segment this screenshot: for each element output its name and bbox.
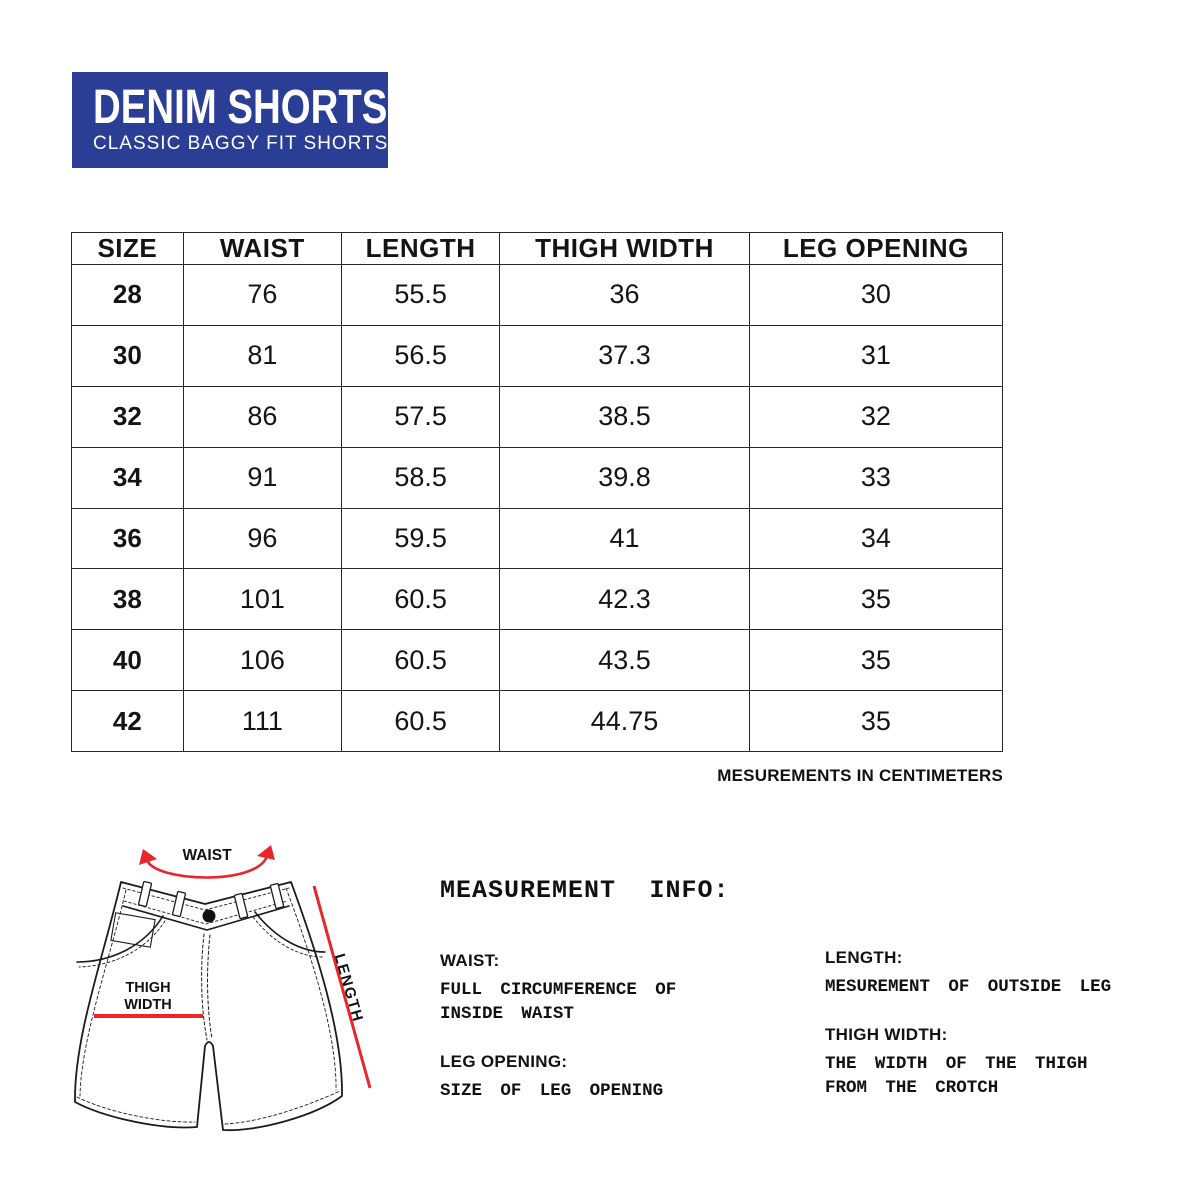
- cell-thigh-width: 36: [500, 265, 750, 326]
- info-term: THIGH WIDTH:: [825, 1025, 948, 1044]
- cell-size: 30: [72, 325, 184, 386]
- info-block-leg-opening: [440, 1052, 810, 1103]
- cell-waist: 96: [183, 508, 341, 569]
- table-row: [72, 265, 1003, 326]
- thigh-width-label-line2: WIDTH: [124, 997, 172, 1013]
- cell-size: 32: [72, 386, 184, 447]
- table-header-row: [72, 233, 1003, 265]
- cell-length: 60.5: [341, 630, 499, 691]
- waist-arrowhead-right: [257, 845, 275, 860]
- info-definition-line: FULL CIRCUMFERENCE OF: [440, 980, 677, 1000]
- cell-thigh-width: 43.5: [500, 630, 750, 691]
- table-row: [72, 630, 1003, 691]
- cell-size: 40: [72, 630, 184, 691]
- col-header-thigh-width: THIGH WIDTH: [500, 233, 750, 265]
- col-header-size: SIZE: [72, 233, 184, 265]
- table-row: [72, 508, 1003, 569]
- info-definition-line: SIZE OF LEG OPENING: [440, 1081, 664, 1101]
- table-row: [72, 569, 1003, 630]
- info-block-thigh-width: [825, 1025, 1195, 1100]
- table-row: [72, 447, 1003, 508]
- cell-leg-opening: 32: [749, 386, 1002, 447]
- cell-waist: 76: [183, 265, 341, 326]
- waist-button: [203, 910, 216, 923]
- cell-thigh-width: 38.5: [500, 386, 750, 447]
- cell-waist: 86: [183, 386, 341, 447]
- cell-waist: 106: [183, 630, 341, 691]
- cell-leg-opening: 34: [749, 508, 1002, 569]
- cell-length: 57.5: [341, 386, 499, 447]
- shorts-measurement-diagram: [57, 840, 402, 1200]
- table-row: [72, 691, 1003, 752]
- cell-length: 60.5: [341, 691, 499, 752]
- cell-waist: 91: [183, 447, 341, 508]
- size-table: [71, 232, 1003, 752]
- info-term: WAIST:: [440, 951, 500, 970]
- table-row: [72, 386, 1003, 447]
- cell-length: 59.5: [341, 508, 499, 569]
- shorts-drawing: [57, 840, 402, 1200]
- cell-thigh-width: 44.75: [500, 691, 750, 752]
- info-definition-line: THE WIDTH OF THE THIGH: [825, 1054, 1088, 1074]
- brand-header: [72, 72, 388, 168]
- cell-length: 58.5: [341, 447, 499, 508]
- cell-thigh-width: 39.8: [500, 447, 750, 508]
- cell-leg-opening: 31: [749, 325, 1002, 386]
- info-term: LENGTH:: [825, 948, 903, 967]
- cell-length: 60.5: [341, 569, 499, 630]
- waist-label: WAIST: [182, 847, 232, 864]
- cell-leg-opening: 35: [749, 691, 1002, 752]
- cell-size: 36: [72, 508, 184, 569]
- info-definition-line: INSIDE WAIST: [440, 1004, 574, 1024]
- length-label: LENGTH: [330, 951, 367, 1025]
- measurement-info-left-column: [440, 951, 810, 1129]
- cell-size: 38: [72, 569, 184, 630]
- cell-size: 34: [72, 447, 184, 508]
- cell-thigh-width: 41: [500, 508, 750, 569]
- col-header-length: LENGTH: [341, 233, 499, 265]
- thigh-width-label-line1: THIGH: [125, 980, 171, 996]
- cell-size: 28: [72, 265, 184, 326]
- cell-leg-opening: 35: [749, 569, 1002, 630]
- cell-waist: 101: [183, 569, 341, 630]
- info-block-length: [825, 948, 1195, 999]
- cell-thigh-width: 37.3: [500, 325, 750, 386]
- brand-subtitle: CLASSIC BAGGY FIT SHORTS: [93, 132, 389, 154]
- cell-length: 56.5: [341, 325, 499, 386]
- cell-thigh-width: 42.3: [500, 569, 750, 630]
- units-note: MESUREMENTS IN CENTIMETERS: [717, 766, 1003, 785]
- col-header-leg-opening: LEG OPENING: [749, 233, 1002, 265]
- cell-length: 55.5: [341, 265, 499, 326]
- col-header-waist: WAIST: [183, 233, 341, 265]
- cell-leg-opening: 30: [749, 265, 1002, 326]
- cell-leg-opening: 35: [749, 630, 1002, 691]
- info-definition-line: MESUREMENT OF OUTSIDE LEG: [825, 977, 1112, 997]
- info-term: LEG OPENING:: [440, 1052, 568, 1071]
- measurement-info-heading: MEASUREMENT INFO:: [440, 876, 730, 905]
- cell-waist: 111: [183, 691, 341, 752]
- measurement-info-right-column: [825, 948, 1195, 1126]
- cell-waist: 81: [183, 325, 341, 386]
- info-definition-line: FROM THE CROTCH: [825, 1078, 999, 1098]
- info-block-waist: [440, 951, 810, 1026]
- cell-size: 42: [72, 691, 184, 752]
- table-row: [72, 325, 1003, 386]
- brand-title: DENIM SHORTS: [93, 80, 388, 134]
- cell-leg-opening: 33: [749, 447, 1002, 508]
